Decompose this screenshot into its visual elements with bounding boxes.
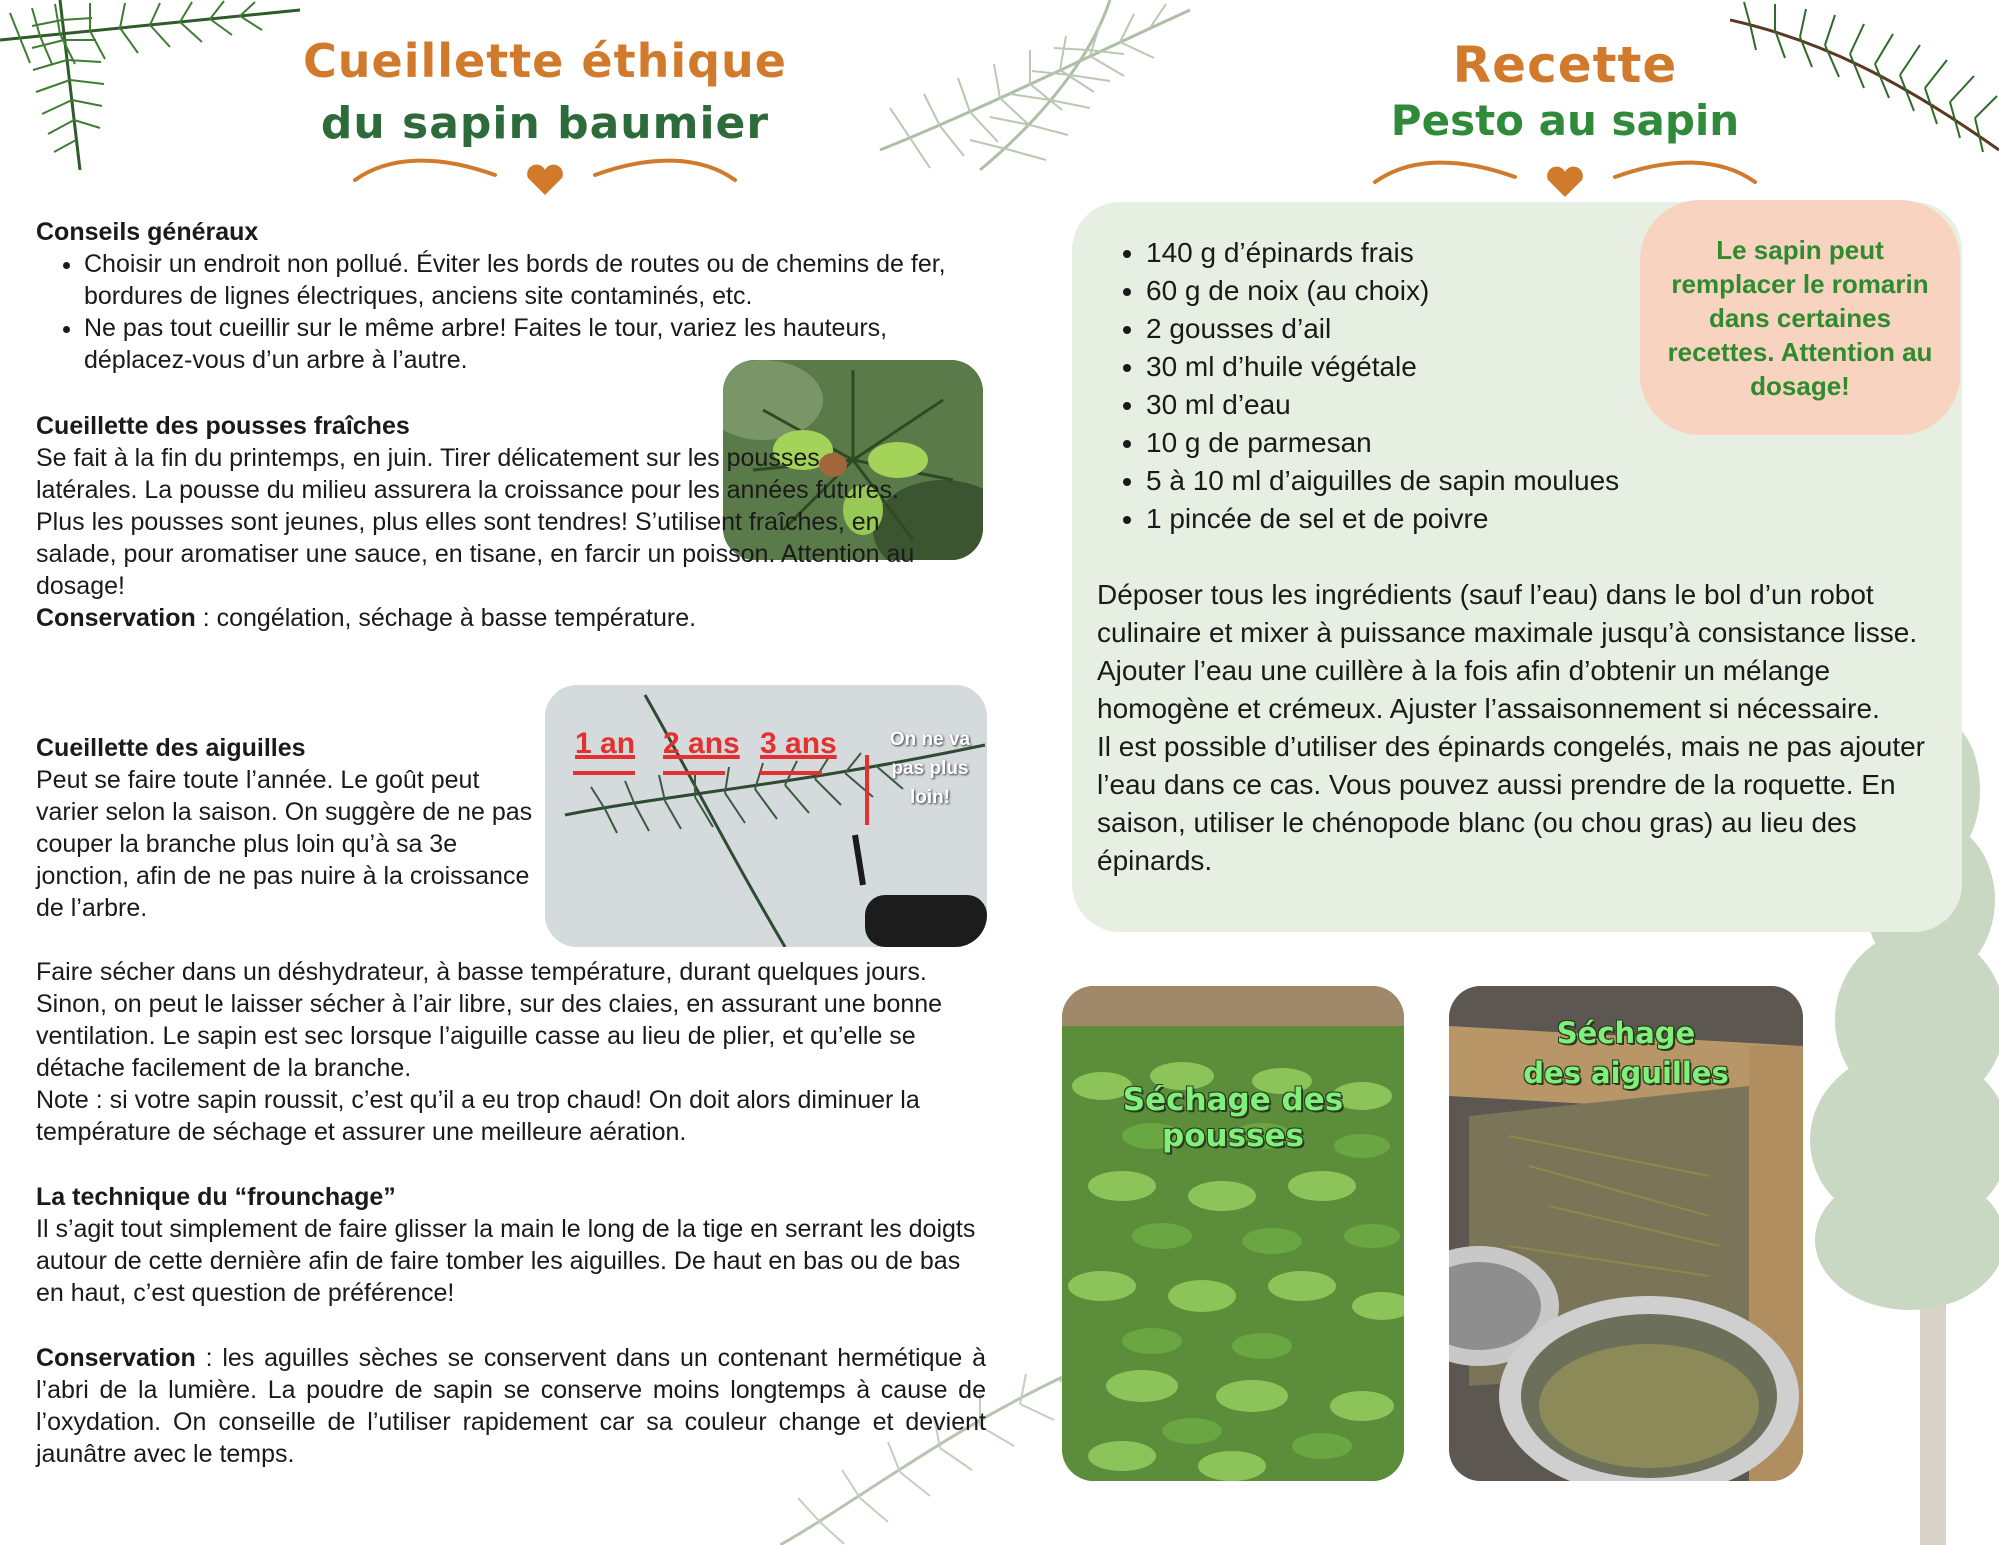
sechage-pousses-label: Séchage des pousses (1122, 1082, 1344, 1154)
sechage-text1: Faire sécher dans un déshydrateur, à basse température, durant quelques jours. Sinon, on peut le laisser sécher à l’air libre, sur des claies, en assurant une bonne ventilation. Le sapin est sec lorsque l’aiguille casse au lieu de plier, et qu’elle se détache facilement de la branche. (36, 958, 943, 1082)
conservation-section (36, 1342, 986, 1470)
right-title-line1: Recette (1452, 36, 1678, 94)
pousses-section (36, 410, 986, 634)
aiguilles-heading: Cueillette des aiguilles (36, 734, 306, 762)
year-label-3: 3 ans (760, 727, 837, 760)
sechage-section (36, 956, 986, 1148)
sechage-aiguilles-photo (1449, 986, 1803, 1481)
pousses-body: Se fait à la fin du printemps, en juin. Tirer délicatement sur les pousses latérales. La pousse du milieu assurera la croissance pour les années futures. Plus les pousses sont jeunes, plus elles sont tendres! S’utilisent fraîches, en salade, pour aromatiser une sauce, en tisane, en farcir un poisson. Attention au dosage! (36, 444, 915, 600)
fir-branch-top-left (0, 0, 320, 170)
conservation2-text: : les aguilles sèches se conservent dans un contenant hermétique à l’abri de la lumière. La poudre de sapin se conserve moins longtemps à cause de l’oxydation. On conseille de l’utiliser rapidement car sa couleur change et devient jaunâtre avec le temps. (36, 1344, 986, 1468)
ingredient-item: • 10 g de parmesan (1146, 424, 1786, 462)
sechage-aiguilles-label-line1: Séchage (1556, 1016, 1696, 1050)
ingredient-item: • 60 g de noix (au choix) (1146, 272, 1786, 310)
frounchage-section (36, 1181, 986, 1309)
ingredient-item: • 140 g d’épinards frais (1146, 234, 1786, 272)
year-label-2: 2 ans (663, 727, 740, 760)
ingredient-item: • 30 ml d’huile végétale (1146, 348, 1786, 386)
aiguilles-text: Peut se faire toute l’année. Le goût peut varier selon la saison. On suggère de ne pas couper la branche plus loin qu’à sa 3e jonction, afin de ne pas nuire à la croissance de l’arbre. (36, 766, 533, 922)
left-title-line2: du sapin baumier (320, 98, 770, 149)
general-advice-list (36, 248, 986, 376)
aiguilles-section (36, 732, 536, 924)
left-title-line1: Cueillette éthique (303, 34, 787, 88)
tip-callout (1640, 200, 1960, 435)
sechage-aiguilles-label-line2: des aiguilles (1523, 1056, 1729, 1090)
right-title-line2: Pesto au sapin (1390, 96, 1740, 145)
year-label-1: 1 an (575, 727, 636, 760)
ingredient-item: • 5 à 10 ml d’aiguilles de sapin moulues (1146, 462, 1786, 500)
general-advice-item: • Ne pas tout cueillir sur le même arbre! Faites le tour, variez les hauteurs, déplacez-vous d’un arbre à l’autre. (84, 312, 986, 376)
ingredient-item: • 1 pincée de sel et de poivre (1146, 500, 1786, 538)
pousses-conservation (36, 602, 986, 634)
instructions-p1: Déposer tous les ingrédients (sauf l’eau) dans le bol d’un robot culinaire et mixer à puissance maximale jusqu’à consistance lisse. Ajouter l’eau une cuillère à la fois afin d’obtenir un mélange homogène et crémeux. Ajuster l’assaisonnement si nécessaire. (1097, 579, 1918, 724)
conservation-label: Conservation (36, 604, 196, 632)
general-advice-heading: Conseils généraux (36, 218, 259, 246)
tip-callout-text: Le sapin peut remplacer le romarin dans certaines recettes. Attention au dosage! (1667, 234, 1933, 401)
right-title-swirl-heart (1370, 152, 1760, 202)
ingredient-item: • 30 ml d’eau (1146, 386, 1786, 424)
pousses-text (36, 442, 916, 602)
recipe-instructions (1097, 576, 1947, 880)
frounchage-text: Il s’agit tout simplement de faire glisser la main le long de la tige en serrant les doigts autour de cette dernière afin de faire tomber les aiguilles. De haut en bas ou de bas en haut, c’est question de préférence! (36, 1215, 976, 1307)
frounchage-heading: La technique du “frounchage” (36, 1183, 396, 1211)
sechage-pousses-photo (1062, 986, 1404, 1481)
general-advice-section (36, 216, 986, 376)
aiguilles-photo (545, 685, 987, 947)
sechage-text2: Note : si votre sapin roussit, c’est qu’il a eu trop chaud! On doit alors diminuer la température de séchage et assurer une meilleure aération. (36, 1086, 920, 1146)
fir-branch-top-center (860, 0, 1280, 210)
fir-branch-top-right (1730, 0, 1999, 200)
ingredient-item: • 2 gousses d’ail (1146, 310, 1786, 348)
conservation2-label: Conservation (36, 1344, 196, 1372)
conservation-text: : congélation, séchage à basse température. (195, 604, 697, 632)
limit-note: On ne va pas plus loin! (889, 729, 971, 808)
pousses-heading: Cueillette des pousses fraîches (36, 412, 410, 440)
left-title-swirl-heart (350, 150, 740, 200)
general-advice-item: • Choisir un endroit non pollué. Éviter les bords de routes ou de chemins de fer, bordures de lignes électriques, anciens site contaminés, etc. (84, 248, 986, 312)
instructions-p2: Il est possible d’utiliser des épinards congelés, mais ne pas ajouter l’eau dans ce cas. Vous pouvez aussi prendre de la roquette. En saison, utiliser le chénopode blanc (ou chou gras) au lieu des épinards. (1097, 731, 1926, 876)
